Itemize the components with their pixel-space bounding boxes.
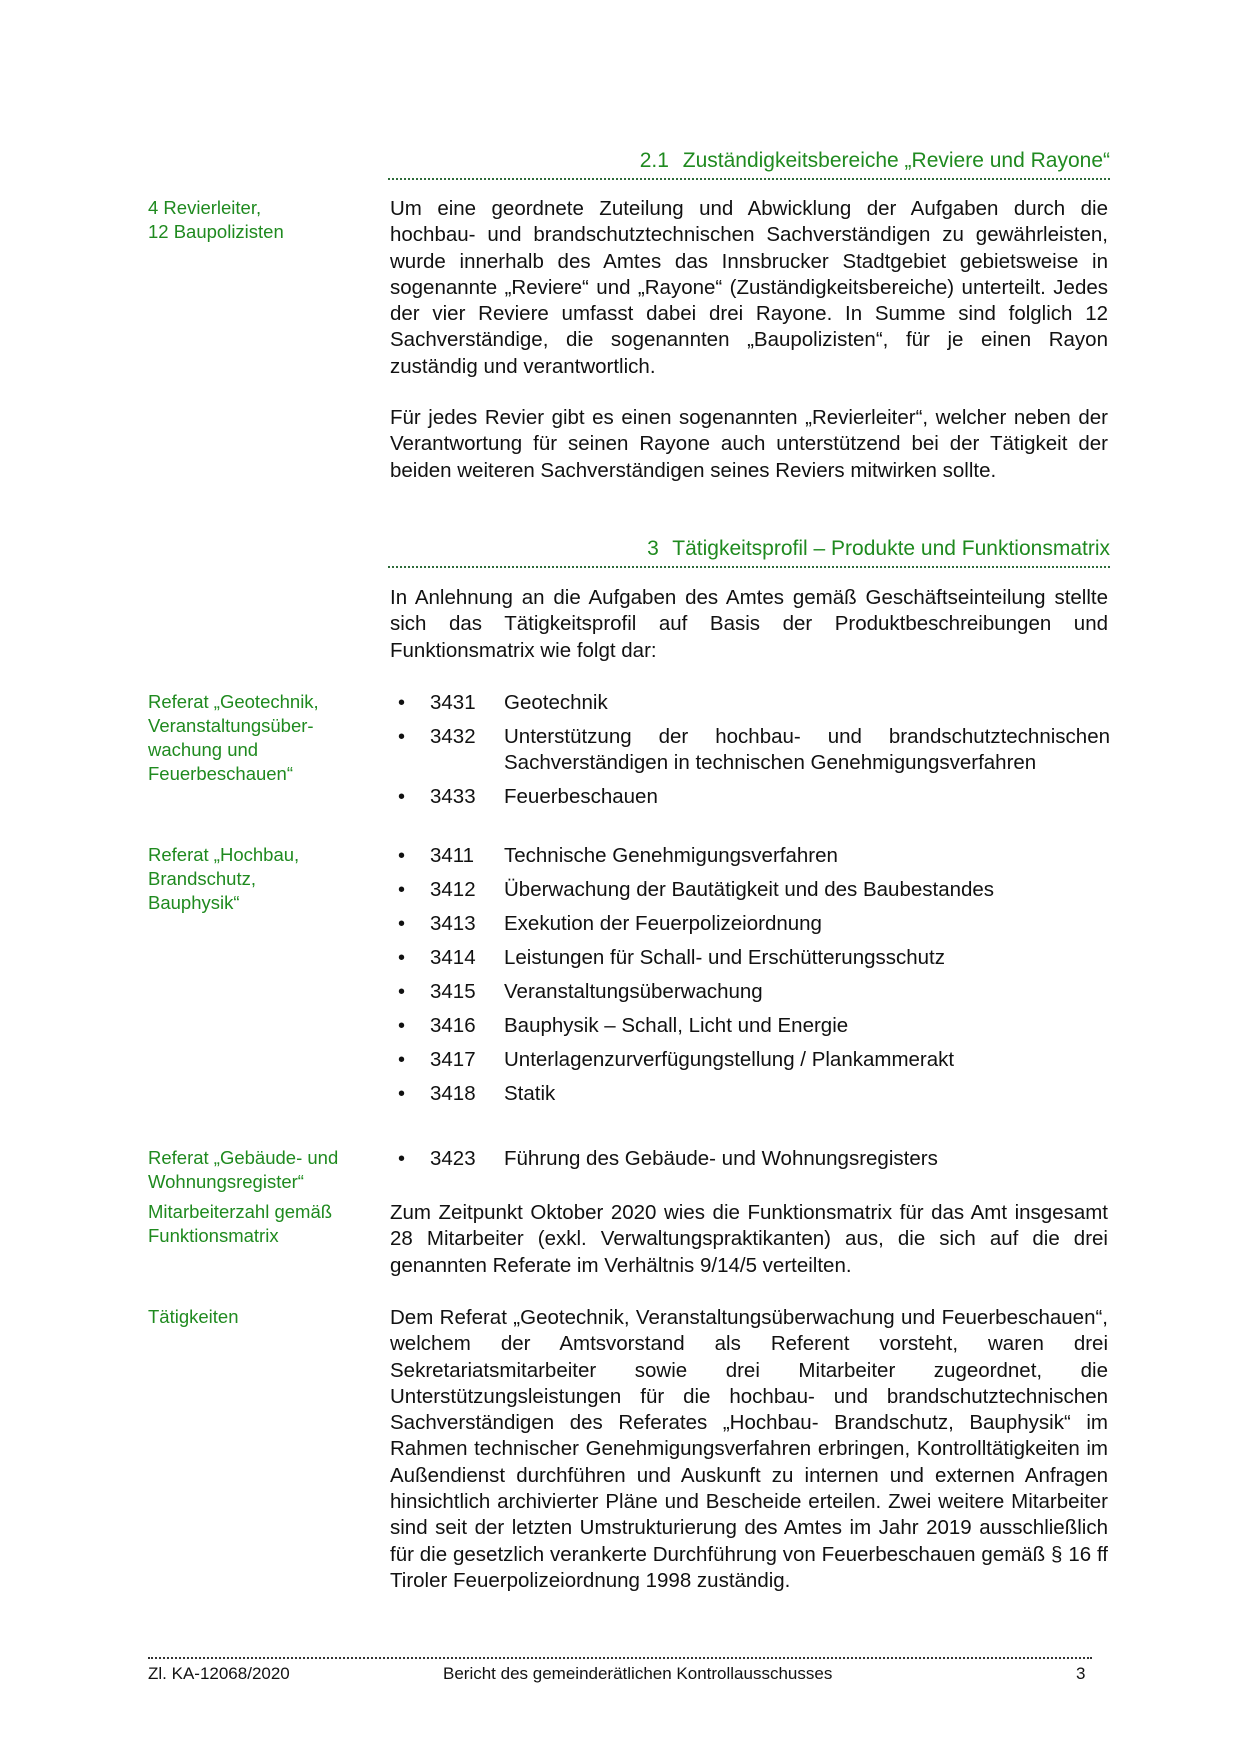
section-number: 2.1 — [639, 149, 669, 172]
staff-paragraph: Zum Zeitpunkt Oktober 2020 wies die Funktionsmatrix für das Amt insgesamt 28 Mitarbeiter (exkl. Verwaltungspraktikanten) aus, die sich auf die drei genannten Referate im Verhältnis 9/14/5 verteilten. — [390, 1201, 1108, 1277]
heading-rule — [388, 566, 1110, 568]
footer-rule — [148, 1657, 1092, 1659]
margin-note-mitarbeiterzahl: Mitarbeiterzahl gemäß Funktionsmatrix — [148, 1201, 333, 1246]
section-title: Tätigkeitsprofil – Produkte und Funktionsmatrix — [672, 537, 1110, 560]
product-list-hochbau — [398, 843, 1110, 1115]
list-item: • 3433 Feuerbeschauen — [398, 784, 1110, 810]
list-item: • 3411 Technische Genehmigungsverfahren — [398, 843, 1110, 869]
margin-note-referat-gebaeude: Referat „Gebäude- und Wohnungsregister“ — [148, 1147, 339, 1192]
list-item: • 3414 Leistungen für Schall- und Erschütterungsschutz — [398, 945, 1110, 971]
product-list-gebaeude — [398, 1146, 1110, 1180]
heading-rule — [388, 178, 1110, 180]
section-heading-2-1 — [388, 148, 1110, 174]
list-item: • 3431 Geotechnik — [398, 690, 1110, 716]
paragraph: Für jedes Revier gibt es einen sogenannten „Revierleiter“, welcher neben der Verantwortung für seinen Rayone auch unterstützend bei der Tätigkeit der beiden weiteren Sachverständigen seines Reviers mitwirken sollte. — [390, 406, 1108, 482]
margin-note-taetigkeiten: Tätigkeiten — [148, 1306, 239, 1327]
paragraph: Um eine geordnete Zuteilung und Abwicklung der Aufgaben durch die hochbau- und brandschutztechnischen Sachverständigen zu gewährleisten, wurde innerhalb des Amtes das Innsbrucker Stadtgebiet gebietsweise in sogenannte „Reviere“ und „Rayone“ (Zuständigkeitsbereiche) unterteilt. Jedes der vier Reviere umfasst dabei drei Rayone. In Summe sind folglich 12 Sachverständige, die sogenannten „Baupolizisten“, für je einen Rayon zuständig und verantwortlich. — [390, 197, 1108, 378]
list-item: • 3413 Exekution der Feuerpolizeiordnung — [398, 911, 1110, 937]
section-heading-3 — [388, 536, 1110, 562]
footer-reference: Zl. KA-12068/2020 — [148, 1664, 290, 1683]
footer-title: Bericht des gemeinderätlichen Kontrollausschusses — [443, 1664, 833, 1683]
list-item: • 3412 Überwachung der Bautätigkeit und des Baubestandes — [398, 877, 1110, 903]
margin-note-revier: 4 Revierleiter, 12 Baupolizisten — [148, 197, 284, 242]
intro-paragraph: In Anlehnung an die Aufgaben des Amtes gemäß Geschäftseinteilung stellte sich das Tätigkeitsprofil auf Basis der Produktbeschreibungen und Funktionsmatrix wie folgt dar: — [390, 586, 1108, 662]
section-title: Zuständigkeitsbereiche „Reviere und Rayone“ — [682, 149, 1110, 172]
list-item: • 3415 Veranstaltungsüberwachung — [398, 979, 1110, 1005]
margin-note-referat-geotechnik: Referat „Geotechnik, Veranstaltungsüber- wachung und Feuerbeschauen“ — [148, 691, 319, 784]
list-item: • 3416 Bauphysik – Schall, Licht und Energie — [398, 1013, 1110, 1039]
product-list-geotechnik — [398, 690, 1110, 818]
activities-paragraph: Dem Referat „Geotechnik, Veranstaltungsüberwachung und Feuerbeschauen“, welchem der Amtsvorstand als Referent vorsteht, waren drei Sekretariatsmitarbeiter sowie drei Mitarbeiter zugeordnet, die Unterstützungsleistungen für die hochbau- und brandschutztechnischen Sachverständigen des Referates „Hochbau- Brandschutz, Bauphysik“ im Rahmen technischer Genehmigungsverfahren erbringen, Kontrolltätigkeiten im Außendienst durchführen und Auskunft zu internen und externen Anfragen hinsichtlich archivierter Pläne und Bescheide erteilen. Zwei weitere Mitarbeiter sind seit der letzten Umstrukturierung des Amtes im Jahr 2019 ausschließlich für die gesetzlich verankerte Durchführung von Feuerbeschauen gemäß § 16 ff Tiroler Feuerpolizeiordnung 1998 zuständig. — [390, 1306, 1108, 1592]
page-number: 3 — [1076, 1664, 1086, 1683]
margin-note-referat-hochbau: Referat „Hochbau, Brandschutz, Bauphysik“ — [148, 844, 300, 913]
section-number: 3 — [647, 537, 659, 560]
list-item: • 3423 Führung des Gebäude- und Wohnungsregisters — [398, 1146, 1110, 1172]
list-item: • 3432 Unterstützung der hochbau- und brandschutztechnischen Sachverständigen in technischen Genehmigungsverfahren — [398, 724, 1110, 776]
list-item: • 3417 Unterlagenzurverfügungstellung / Plankammerakt — [398, 1047, 1110, 1073]
list-item: • 3418 Statik — [398, 1081, 1110, 1107]
